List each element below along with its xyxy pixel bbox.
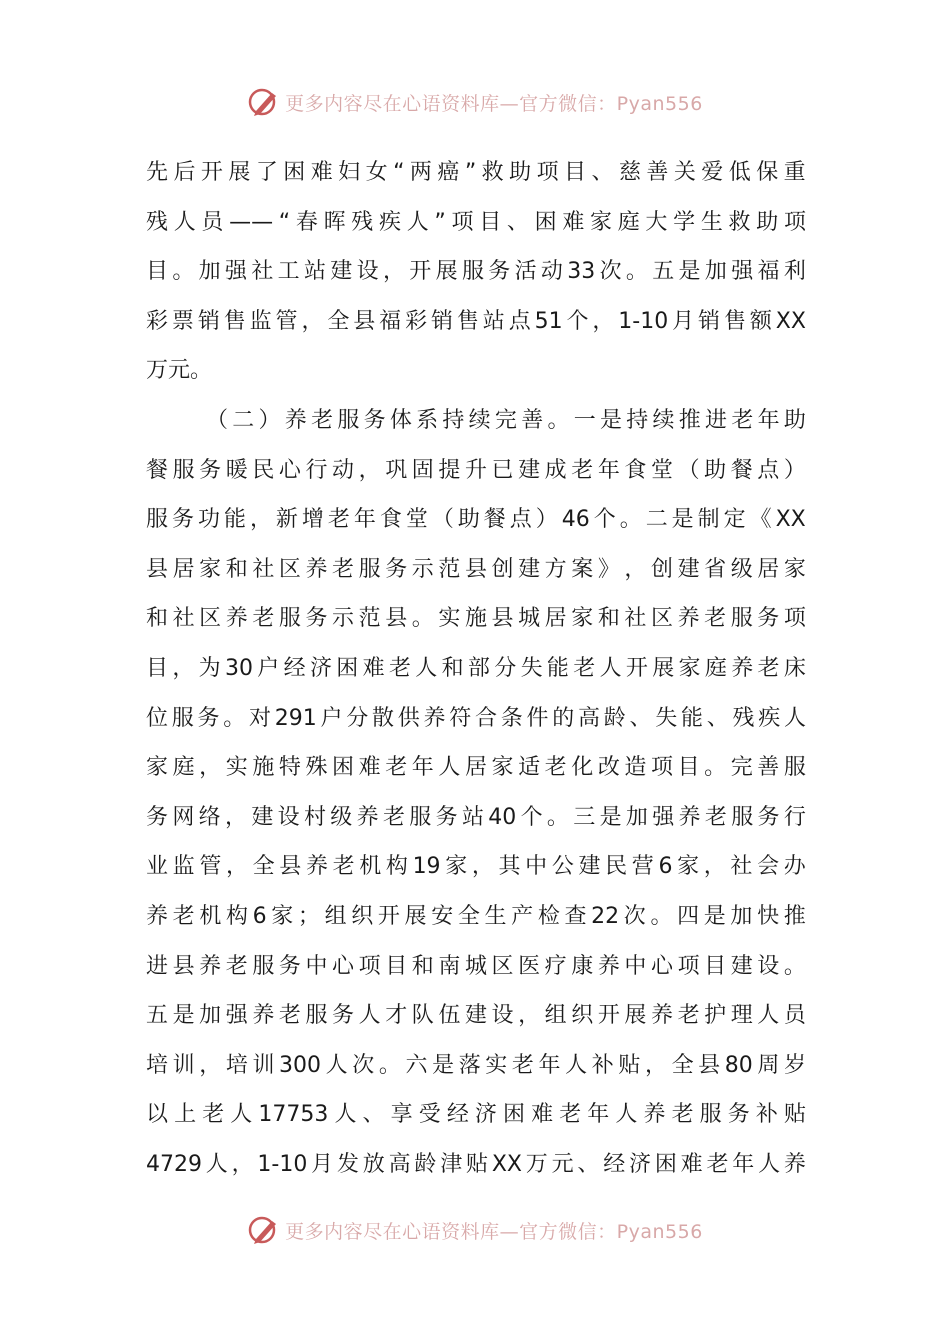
text-line: 以 上 老 人 17753 人 、 享 受 经 济 困 难 老 年 人 养 老 服 务 补 贴 — [146, 1102, 806, 1128]
text-line: 目 ， 为 30 户 经 济 困 难 老 人 和 部 分 失 能 老 人 开 展 家 庭 养 老 床 — [146, 655, 806, 681]
text-line: 业 监 管 ， 全 县 养 老 机 构 19 家 ， 其 中 公 建 民 营 6 家 ， 社 会 办 — [146, 854, 806, 880]
text-line: 先 后 开 展 了 困 难 妇 女 “ 两 癌 ” 救 助 项 目 、 慈 善 关 爱 低 保 重 — [146, 160, 806, 185]
text-line: 服 务 功 能 ， 新 增 老 年 食 堂 （ 助 餐 点 ） 46 个 。 二 是 制 定 《 XX — [146, 507, 806, 533]
document-body — [146, 148, 806, 1189]
watermark-text: 更多内容尽在心语资料库—官方微信：Pyan556 — [285, 1220, 703, 1243]
text-line: 4729 人 ， 1-10 月 发 放 高 龄 津 贴 XX 万 元 、 经 济 困 难 老 年 人 养 — [146, 1151, 806, 1177]
text-line: 家 庭 ， 实 施 特 殊 困 难 老 年 人 居 家 适 老 化 改 造 项 目 。 完 善 服 — [146, 755, 806, 781]
text-line: 餐 服 务 暖 民 心 行 动 ， 巩 固 提 升 已 建 成 老 年 食 堂 （ 助 餐 点 ） — [146, 457, 806, 483]
pen-logo-icon — [247, 85, 281, 119]
text-line: 县 居 家 和 社 区 养 老 服 务 示 范 县 创 建 方 案 》 ， 创 建 省 级 居 家 — [146, 556, 806, 582]
header-watermark — [0, 82, 950, 122]
text-line: 彩 票 销 售 监 管 ， 全 县 福 彩 销 售 站 点 51 个 ， 1-10 月 销 售 额 XX — [146, 308, 806, 334]
text-line: 培 训 ， 培 训 300 人 次 。 六 是 落 实 老 年 人 补 贴 ， 全 县 80 周 岁 — [146, 1052, 806, 1078]
text-line: 务 网 络 ， 建 设 村 级 养 老 服 务 站 40 个 。 三 是 加 强 养 老 服 务 行 — [146, 804, 806, 830]
text-line: 位 服 务 。 对 291 户 分 散 供 养 符 合 条 件 的 高 龄 、 失 能 、 残 疾 人 — [146, 705, 806, 731]
text-line: 和 社 区 养 老 服 务 示 范 县 。 实 施 县 城 居 家 和 社 区 养 老 服 务 项 — [146, 606, 806, 632]
text-line: 进 县 养 老 服 务 中 心 项 目 和 南 城 区 医 疗 康 养 中 心 项 目 建 设 。 — [146, 953, 806, 979]
section-heading-line: （ 二 ） 养 老 服 务 体 系 持 续 完 善 。 一 是 持 续 推 进 老 年 助 — [206, 407, 806, 433]
text-line: 五 是 加 强 养 老 服 务 人 才 队 伍 建 设 ， 组 织 开 展 养 老 护 理 人 员 — [146, 1003, 806, 1029]
footer-watermark — [0, 1210, 950, 1250]
text-line: 目 。 加 强 社 工 站 建 设 ， 开 展 服 务 活 动 33 次 。 五 是 加 强 福 利 — [146, 259, 806, 285]
pen-logo-icon — [247, 1213, 281, 1247]
text-line: 养 老 机 构 6 家 ； 组 织 开 展 安 全 生 产 检 查 22 次 。 四 是 加 快 推 — [146, 903, 806, 929]
text-line: 万 元 。 — [146, 358, 213, 384]
watermark-text: 更多内容尽在心语资料库—官方微信：Pyan556 — [285, 92, 703, 115]
text-line: 残 人 员 —— “ 春 晖 残 疾 人 ” 项 目 、 困 难 家 庭 大 学 生 救 助 项 — [146, 209, 806, 235]
